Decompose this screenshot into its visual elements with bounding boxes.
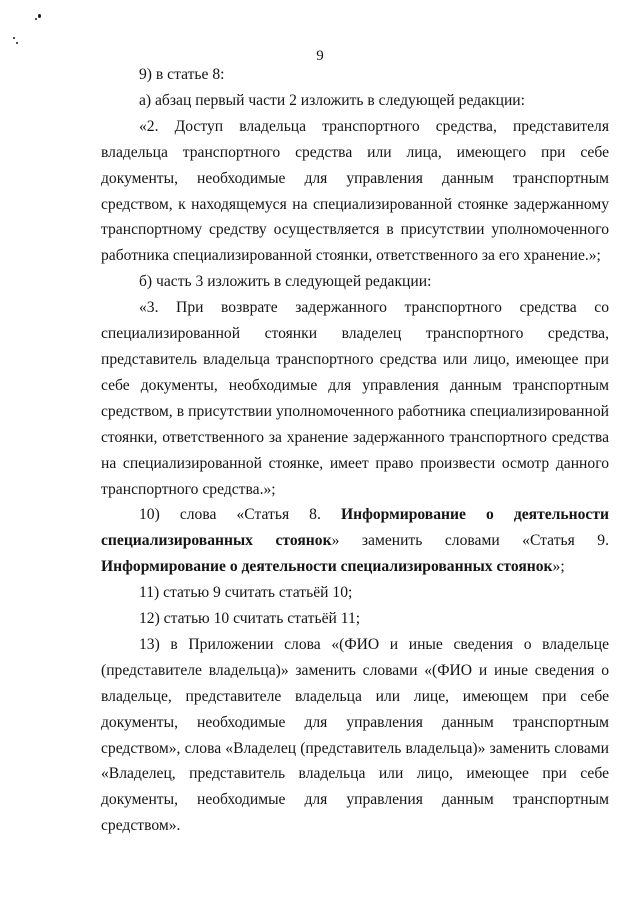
paragraph-subitem-b [101,269,609,295]
paragraph-item-13 [101,632,609,839]
scan-speck [38,14,41,18]
paragraph-quote-part-3 [101,295,609,502]
text-run: 12) статью 10 считать статьёй 11; [139,610,361,628]
text-run: а) абзац первый части 2 изложить в следующей редакции: [139,91,525,109]
text-run: 10) слова «Статья 8. [139,506,341,524]
text-run: » заменить словами «Статья 9. [331,532,610,550]
text-run: «2. Доступ владельца транспортного средства, представителя владельца транспортного средства или лица, имеющего при себе документы, необходимые для управления данным транспортным средством, к находящемуся на специализированной стоянке задержанному транспортному средству осуществляется в присутствии уполномоченного работника специализированной стоянки, ответственного за его хранение.»; [101,117,609,265]
paragraph-item-9-heading [101,62,609,88]
paragraph-item-10 [101,502,609,580]
paragraph-item-12 [101,606,609,632]
text-run: 11) статью 9 считать статьёй 10; [139,584,353,602]
page-number: 9 [316,48,324,64]
text-run: 13) в Приложении слова «(ФИО и иные сведения о владельце (представителе владельца)» заменить словами «(ФИО и иные сведения о владельце, представителе владельца или лице, имеющем при себе документы, необходимые для управления данным транспортным средством», слова «Владелец (представитель владельца)» заменить словами «Владелец, представитель владельца или лицо, имеющее при себе документы, необходимые для управления данным транспортным средством». [101,635,609,835]
scan-speck [16,42,18,44]
paragraph-quote-part-2 [101,114,609,269]
paragraph-item-11 [101,580,609,606]
bold-text-run: Информирование о деятельности специализированных стоянок [101,506,609,550]
text-run: »; [552,558,565,576]
bold-text-run: Информирование о деятельности специализированных стоянок [101,558,553,576]
document-body [101,62,609,839]
scan-speck [35,18,37,20]
text-run: 9) в статье 8: [139,66,225,83]
scan-speck [13,37,15,39]
paragraph-subitem-a [101,88,609,114]
text-run: б) часть 3 изложить в следующей редакции: [139,273,432,291]
text-run: «3. При возврате задержанного транспортного средства со специализированной стоянки владелец транспортного средства, представитель владельца транспортного средства или лицо, имеющее при себе документы, необходимые для управления данным транспортным средством, в присутствии уполномоченного работника специализированной стоянки, ответственного за хранение задержанного транспортного средства на специализированной стоянке, имеет право произвести осмотр данного транспортного средства.»; [101,299,609,498]
